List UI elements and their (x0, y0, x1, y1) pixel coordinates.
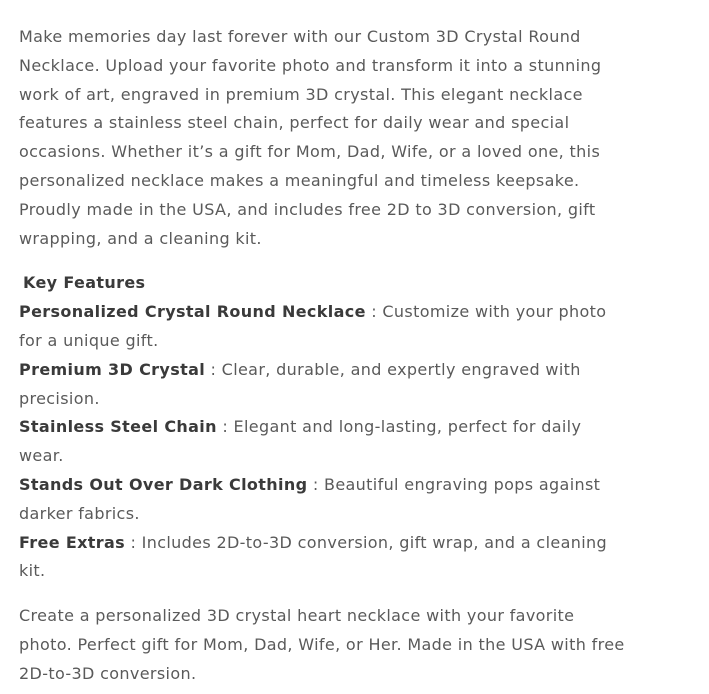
feature-item (19, 298, 629, 356)
feature-description: : Elegant and long-lasting, perfect for daily wear. (19, 417, 582, 466)
feature-description: : Includes 2D-to-3D conversion, gift wrap, and a cleaning kit. (19, 532, 608, 581)
key-features-heading: Key Features (23, 273, 146, 293)
intro-paragraph: Make memories day last forever with our Custom 3D Crystal Round Necklace. Upload your favorite photo and transform it into a stunning work of art, engraved in premium 3D crystal. This elegant necklace features a stainless steel chain, perfect for daily wear and special occasions. Whether it’s a gift for Mom, Dad, Wife, or a loved one, this personalized necklace makes a meaningful and timeless keepsake. Proudly made in the USA, and includes free 2D to 3D conversion, gift wrapping, and a cleaning kit. (19, 27, 602, 248)
feature-name: Personalized Crystal Round Necklace (19, 302, 366, 322)
feature-name: Free Extras (19, 532, 126, 552)
feature-name: Stands Out Over Dark Clothing (19, 474, 308, 494)
key-features-section (19, 269, 629, 586)
feature-description: : Customize with your photo for a unique gift. (19, 302, 607, 350)
feature-description: : Clear, durable, and expertly engraved with precision. (19, 359, 581, 408)
feature-name: Premium 3D Crystal (19, 359, 206, 379)
feature-item (19, 356, 629, 414)
feature-item (19, 413, 629, 471)
feature-item (19, 471, 629, 529)
product-description (19, 23, 629, 689)
feature-name: Stainless Steel Chain (19, 417, 217, 437)
closing-paragraph: Create a personalized 3D crystal heart necklace with your favorite photo. Perfect gift for Mom, Dad, Wife, or Her. Made in the USA with free 2D-to-3D conversion. (19, 606, 625, 683)
feature-description: : Beautiful engraving pops against darker fabrics. (19, 474, 601, 523)
feature-item (19, 529, 629, 587)
